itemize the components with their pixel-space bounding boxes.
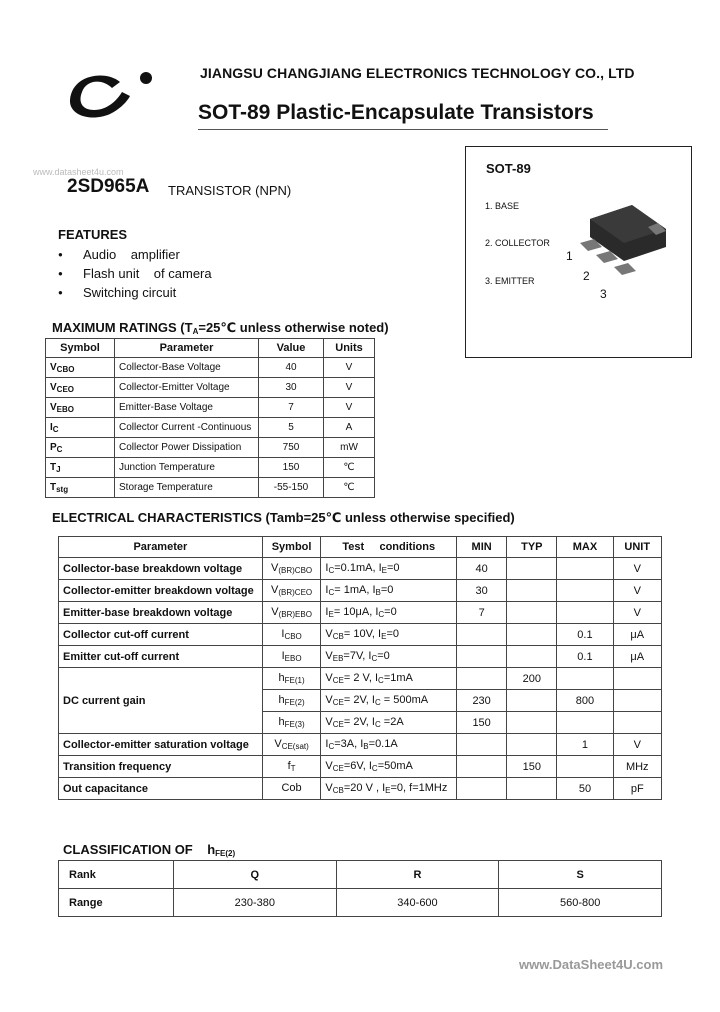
range-cell: 560-800: [499, 889, 662, 917]
table-row: [59, 646, 662, 668]
symbol-text: T: [50, 481, 57, 493]
typ-cell: [507, 778, 557, 800]
parameter-cell: Storage Temperature: [115, 478, 259, 498]
max-cell: 800: [557, 690, 613, 712]
max-cell: 0.1: [557, 646, 613, 668]
condition-cell: [321, 602, 457, 624]
min-cell: 7: [457, 602, 507, 624]
condition-subscript: E: [328, 610, 334, 619]
table-row: [46, 458, 375, 478]
max-cell: 0.1: [557, 624, 613, 646]
condition-subscript: C: [328, 566, 335, 575]
table-row: [46, 398, 375, 418]
parameter-cell: Emitter cut-off current: [59, 646, 263, 668]
pin-number-3: 3: [600, 287, 607, 301]
document-title: SOT-89 Plastic-Encapsulate Transistors: [198, 101, 594, 124]
symbol-subscript: stg: [56, 484, 69, 494]
feature-item: ● Audio amplifier: [58, 245, 212, 264]
column-header: Parameter: [59, 537, 263, 558]
condition-subscript: E: [381, 632, 387, 641]
max-cell: [557, 558, 613, 580]
symbol-cell: [46, 458, 115, 478]
unit-cell: ℃: [324, 478, 375, 498]
classification-table: [58, 860, 662, 917]
table-row: [59, 778, 662, 800]
pin-label-emitter: 3. EMITTER: [485, 276, 535, 286]
symbol-subscript: (BR)CBO: [278, 566, 313, 575]
symbol-subscript: EBO: [56, 404, 75, 414]
symbol-cell: [262, 734, 321, 756]
unit-cell: V: [324, 398, 375, 418]
typ-cell: [507, 690, 557, 712]
electrical-table: [58, 536, 662, 800]
condition-subscript: C: [371, 764, 378, 773]
condition-subscript: CE: [332, 676, 344, 685]
condition-text: I: [325, 738, 329, 750]
min-cell: 230: [457, 690, 507, 712]
pin-number-1: 1: [566, 249, 573, 263]
condition-text: =0, f=1MHz: [390, 782, 448, 794]
condition-cell: [321, 690, 457, 712]
range-label: Range: [59, 889, 174, 917]
symbol-cell: [262, 646, 321, 668]
column-header: MAX: [557, 537, 613, 558]
unit-cell: V: [324, 358, 375, 378]
symbol-cell: [262, 778, 321, 800]
unit-cell: pF: [613, 778, 662, 800]
parameter-cell: DC current gain: [59, 668, 263, 734]
rank-cell: S: [499, 861, 662, 889]
part-number: 2SD965A: [67, 176, 150, 197]
table-row: [46, 418, 375, 438]
value-cell: 40: [259, 358, 324, 378]
pin-label-collector: 2. COLLECTOR: [485, 238, 550, 248]
unit-cell: [613, 690, 662, 712]
condition-text: V: [325, 672, 333, 684]
feature-item: ● Flash unit of camera: [58, 264, 212, 283]
condition-text: =6V, I: [343, 760, 372, 772]
max-cell: [557, 756, 613, 778]
condition-subscript: CB: [332, 632, 344, 641]
column-header: UNIT: [613, 537, 662, 558]
pin-number-2: 2: [583, 269, 590, 283]
condition-text: =0: [377, 650, 390, 662]
condition-text: =3A, I: [334, 738, 364, 750]
symbol-subscript: FE(2): [284, 698, 305, 707]
table-row: [59, 602, 662, 624]
unit-cell: V: [613, 580, 662, 602]
condition-text: =20 V , I: [343, 782, 386, 794]
typ-cell: [507, 712, 557, 734]
footer-site: www.DataSheet4U.com: [519, 957, 664, 972]
min-cell: 40: [457, 558, 507, 580]
symbol-subscript: FE(1): [284, 676, 305, 685]
symbol-cell: [262, 602, 321, 624]
condition-cell: [321, 668, 457, 690]
table-row: [46, 438, 375, 458]
classification-heading: CLASSIFICATION OF $h_{FE(2)}$: [63, 842, 236, 858]
unit-cell: μA: [613, 624, 662, 646]
rank-cell: R: [336, 861, 499, 889]
symbol-subscript: C: [56, 444, 63, 454]
condition-text: = 2 V, I: [343, 672, 379, 684]
parameter-cell: Transition frequency: [59, 756, 263, 778]
condition-text: = 10μA, I: [333, 606, 379, 618]
parameter-cell: Collector Power Dissipation: [115, 438, 259, 458]
symbol-cell: [262, 580, 321, 602]
condition-text: V: [325, 716, 333, 728]
min-cell: [457, 624, 507, 646]
condition-text: V: [325, 694, 333, 706]
column-header: Parameter: [115, 339, 259, 358]
condition-subscript: C: [378, 676, 384, 685]
symbol-subscript: FE(3): [284, 720, 305, 729]
parameter-cell: Out capacitance: [59, 778, 263, 800]
typ-cell: [507, 602, 557, 624]
condition-text: = 10V, I: [343, 628, 382, 640]
condition-subscript: E: [385, 786, 391, 795]
unit-cell: ℃: [324, 458, 375, 478]
symbol-cell: [262, 756, 321, 778]
parameter-cell: Collector Current -Continuous: [115, 418, 259, 438]
unit-cell: MHz: [613, 756, 662, 778]
unit-cell: A: [324, 418, 375, 438]
column-header: Test conditions: [321, 537, 457, 558]
condition-subscript: CB: [332, 786, 344, 795]
symbol-subscript: EBO: [284, 654, 302, 663]
condition-text: = 2V, I: [343, 694, 375, 706]
condition-cell: [321, 778, 457, 800]
value-cell: -55-150: [259, 478, 324, 498]
condition-text: =2A: [380, 716, 404, 728]
symbol-text: h: [278, 716, 285, 728]
value-cell: 5: [259, 418, 324, 438]
value-cell: 150: [259, 458, 324, 478]
unit-cell: μA: [613, 646, 662, 668]
symbol-text: V: [50, 401, 57, 413]
condition-subscript: C: [378, 610, 385, 619]
table-row: [46, 378, 375, 398]
condition-text: V: [325, 760, 333, 772]
condition-subscript: C: [374, 720, 381, 729]
condition-cell: [321, 734, 457, 756]
package-box: [465, 146, 692, 358]
table-row: [59, 624, 662, 646]
max-cell: [557, 712, 613, 734]
parameter-cell: Emitter-Base Voltage: [115, 398, 259, 418]
parameter-cell: Collector-base breakdown voltage: [59, 558, 263, 580]
parameter-cell: Emitter-base breakdown voltage: [59, 602, 263, 624]
symbol-text: V: [271, 584, 279, 596]
max-ratings-table: [45, 338, 375, 498]
symbol-text: h: [278, 694, 285, 706]
condition-subscript: C: [374, 698, 381, 707]
column-header: Symbol: [46, 339, 115, 358]
sot89-package-drawing: [562, 199, 672, 299]
watermark-text: www.datasheet4u.com: [33, 167, 124, 177]
max-cell: [557, 602, 613, 624]
symbol-subscript: T: [290, 764, 296, 773]
condition-subscript: EB: [332, 654, 344, 663]
min-cell: [457, 646, 507, 668]
table-row: [59, 558, 662, 580]
symbol-text: f: [287, 760, 291, 772]
unit-cell: V: [613, 558, 662, 580]
electrical-heading: ELECTRICAL CHARACTERISTICS (Tamb=25℃ unless otherwise specified): [52, 510, 515, 525]
condition-text: =0: [380, 584, 394, 596]
typ-cell: 150: [507, 756, 557, 778]
condition-text: I: [325, 606, 329, 618]
condition-text: =0.1mA, I: [334, 562, 382, 574]
range-cell: 230-380: [174, 889, 337, 917]
condition-subscript: CE: [332, 764, 344, 773]
symbol-cell: [262, 668, 321, 690]
symbol-cell: [46, 438, 115, 458]
symbol-text: I: [281, 628, 285, 640]
typ-cell: [507, 558, 557, 580]
condition-text: = 1mA, I: [334, 584, 376, 596]
condition-subscript: E: [381, 566, 387, 575]
max-cell: 50: [557, 778, 613, 800]
table-row: [59, 580, 662, 602]
condition-text: V: [325, 782, 333, 794]
part-type: TRANSISTOR (NPN): [168, 183, 292, 198]
features-heading: FEATURES: [58, 227, 128, 242]
symbol-cell: [46, 478, 115, 498]
company-name: JIANGSU CHANGJIANG ELECTRONICS TECHNOLOGY CO., LTD: [200, 65, 635, 81]
table-header-row: [46, 339, 375, 358]
table-row: [59, 668, 662, 690]
symbol-cell: [262, 690, 321, 712]
unit-cell: [613, 712, 662, 734]
min-cell: [457, 734, 507, 756]
typ-cell: [507, 646, 557, 668]
table-row: [59, 861, 662, 889]
symbol-text: h: [278, 672, 285, 684]
condition-subscript: B: [375, 588, 381, 597]
max-ratings-heading: MAXIMUM RATINGS ($T_A=25℃$ unless otherwise noted): [52, 320, 389, 336]
table-row: [46, 478, 375, 498]
symbol-subscript: CBO: [284, 632, 302, 641]
condition-subscript: CE: [332, 698, 344, 707]
condition-cell: [321, 756, 457, 778]
condition-text: V: [325, 628, 333, 640]
condition-text: = 2V, I: [343, 716, 375, 728]
symbol-text: V: [50, 381, 57, 393]
parameter-cell: Collector-Base Voltage: [115, 358, 259, 378]
condition-cell: [321, 580, 457, 602]
condition-text: = 500mA: [380, 694, 429, 706]
condition-cell: [321, 712, 457, 734]
title-divider: [198, 129, 608, 130]
feature-item: ● Switching circuit: [58, 283, 212, 302]
condition-text: I: [325, 584, 329, 596]
value-cell: 30: [259, 378, 324, 398]
symbol-subscript: CE(sat): [281, 742, 309, 751]
symbol-cell: [46, 398, 115, 418]
company-logo: [66, 70, 156, 126]
column-header: MIN: [457, 537, 507, 558]
table-row: [59, 756, 662, 778]
unit-cell: [613, 668, 662, 690]
min-cell: 30: [457, 580, 507, 602]
symbol-cell: [46, 358, 115, 378]
unit-cell: V: [324, 378, 375, 398]
table-header-row: [59, 537, 662, 558]
table-row: [59, 889, 662, 917]
pin-label-base: 1. BASE: [485, 201, 520, 211]
condition-text: =0: [386, 562, 400, 574]
condition-subscript: C: [371, 654, 378, 663]
condition-text: =50mA: [377, 760, 413, 772]
condition-cell: [321, 646, 457, 668]
typ-cell: [507, 580, 557, 602]
symbol-subscript: CEO: [56, 384, 75, 394]
condition-subscript: B: [363, 742, 369, 751]
unit-cell: V: [613, 734, 662, 756]
symbol-text: V: [271, 606, 279, 618]
typ-cell: 200: [507, 668, 557, 690]
max-cell: 1: [557, 734, 613, 756]
parameter-cell: Collector-Emitter Voltage: [115, 378, 259, 398]
condition-text: =0: [386, 628, 399, 640]
package-name: SOT-89: [486, 161, 531, 176]
condition-cell: [321, 624, 457, 646]
symbol-text: V: [274, 738, 282, 750]
symbol-subscript: C: [52, 424, 59, 434]
parameter-cell: Collector cut-off current: [59, 624, 263, 646]
table-row: [59, 734, 662, 756]
condition-subscript: C: [328, 742, 335, 751]
column-header: TYP: [507, 537, 557, 558]
features-list: [58, 245, 212, 302]
typ-cell: [507, 734, 557, 756]
symbol-text: T: [50, 461, 57, 473]
condition-text: =0: [384, 606, 397, 618]
value-cell: 7: [259, 398, 324, 418]
typ-cell: [507, 624, 557, 646]
parameter-cell: Junction Temperature: [115, 458, 259, 478]
symbol-subscript: (BR)EBO: [278, 610, 312, 619]
unit-cell: V: [613, 602, 662, 624]
column-header: Value: [259, 339, 324, 358]
symbol-text: I: [50, 421, 53, 433]
condition-text: =1mA: [383, 672, 413, 684]
condition-text: =7V, I: [343, 650, 372, 662]
parameter-cell: Collector-emitter saturation voltage: [59, 734, 263, 756]
symbol-cell: [46, 378, 115, 398]
symbol-text: V: [50, 361, 57, 373]
range-cell: 340-600: [336, 889, 499, 917]
max-cell: [557, 580, 613, 602]
min-cell: [457, 756, 507, 778]
condition-text: V: [325, 650, 333, 662]
condition-cell: [321, 558, 457, 580]
symbol-cell: [262, 624, 321, 646]
min-cell: [457, 668, 507, 690]
symbol-text: I: [281, 650, 285, 662]
rank-cell: Q: [174, 861, 337, 889]
symbol-text: V: [271, 562, 279, 574]
symbol-cell: [46, 418, 115, 438]
symbol-subscript: (BR)CEO: [278, 588, 313, 597]
column-header: Units: [324, 339, 375, 358]
symbol-cell: [262, 558, 321, 580]
condition-text: =0.1A: [368, 738, 398, 750]
symbol-subscript: CBO: [56, 364, 75, 374]
condition-subscript: C: [328, 588, 335, 597]
rank-label: Rank: [59, 861, 174, 889]
symbol-cell: [262, 712, 321, 734]
symbol-subscript: J: [56, 464, 61, 474]
parameter-cell: Collector-emitter breakdown voltage: [59, 580, 263, 602]
value-cell: 750: [259, 438, 324, 458]
min-cell: [457, 778, 507, 800]
max-cell: [557, 668, 613, 690]
symbol-text: Cob: [281, 782, 302, 794]
symbol-text: P: [50, 441, 57, 453]
table-row: [46, 358, 375, 378]
column-header: Symbol: [262, 537, 321, 558]
unit-cell: mW: [324, 438, 375, 458]
min-cell: 150: [457, 712, 507, 734]
condition-subscript: CE: [332, 720, 344, 729]
condition-text: I: [325, 562, 329, 574]
